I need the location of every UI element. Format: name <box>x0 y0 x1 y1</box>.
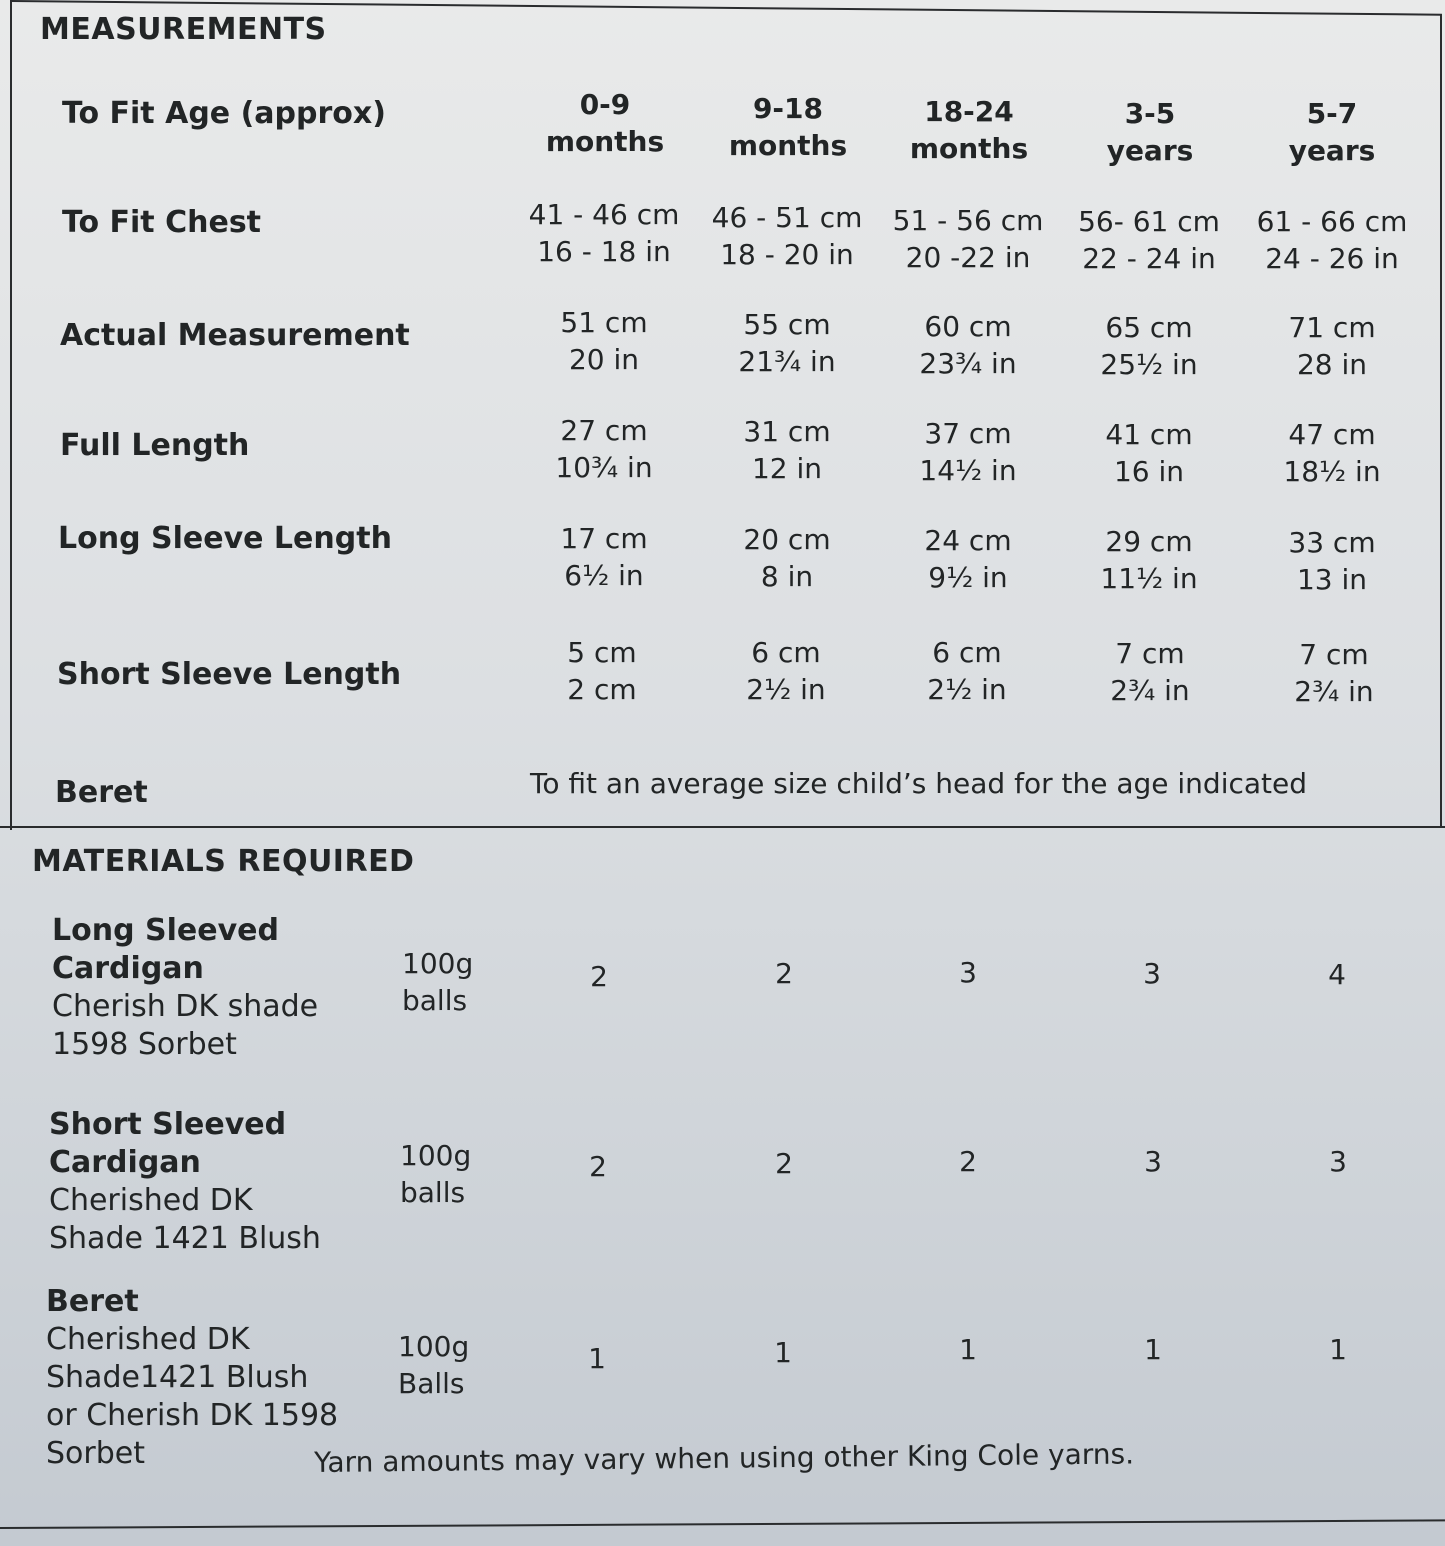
material-qty: 2 <box>590 960 608 993</box>
measurement-cell: 47 cm 18½ in <box>1283 418 1381 488</box>
row-label: Full Length <box>60 428 250 463</box>
measurement-cell: 60 cm 23¾ in <box>919 310 1017 380</box>
right-border <box>1440 14 1442 826</box>
measurement-cell: 56- 61 cm 22 - 24 in <box>1078 205 1220 275</box>
measurement-cell: 5 cm 2 cm <box>567 636 637 706</box>
section-divider <box>0 826 1445 828</box>
beret-measure-label: Beret <box>55 775 148 810</box>
measurement-cell: 46 - 51 cm 18 - 20 in <box>711 201 863 271</box>
measurement-cell: 37 cm 14½ in <box>919 417 1017 487</box>
measurement-cell: 33 cm 13 in <box>1288 526 1376 596</box>
material-qty: 1 <box>1144 1333 1162 1366</box>
materials-heading: MATERIALS REQUIRED <box>32 844 415 879</box>
measurement-cell: 65 cm 25½ in <box>1100 311 1198 381</box>
measurement-cell: 41 cm 16 in <box>1105 418 1193 488</box>
measurement-cell: 55 cm 21¾ in <box>738 308 836 378</box>
measurement-cell: 20 cm 8 in <box>743 523 831 593</box>
measurement-cell: 6 cm 2½ in <box>746 636 826 706</box>
measurement-cell: 61 - 66 cm 24 - 26 in <box>1256 205 1408 275</box>
measurement-cell: 27 cm 10¾ in <box>555 414 653 484</box>
measurement-cell: 6 cm 2½ in <box>927 636 1007 706</box>
material-name: Short Sleeved Cardigan Cherished DK Shade 1421 Blush <box>49 1107 321 1256</box>
row-label: Actual Measurement <box>60 318 410 353</box>
material-name: Beret Cherished DK Shade1421 Blush or Cherish DK 1598 Sorbet <box>46 1284 339 1471</box>
material-qty: 1 <box>588 1342 606 1375</box>
measurements-heading: MEASUREMENTS <box>40 12 327 47</box>
material-qty: 1 <box>959 1333 977 1366</box>
size-header: 5-7 years <box>1288 97 1376 167</box>
measurement-cell: 29 cm 11½ in <box>1100 525 1198 595</box>
row-label: Long Sleeve Length <box>58 521 392 556</box>
measurement-cell: 71 cm 28 in <box>1288 311 1376 381</box>
material-qty: 3 <box>1144 1145 1162 1178</box>
material-unit: 100g balls <box>400 1139 472 1209</box>
measurement-cell: 51 cm 20 in <box>560 306 648 376</box>
row-label: To Fit Chest <box>62 205 262 240</box>
row-label: Short Sleeve Length <box>57 657 402 692</box>
age-label: To Fit Age (approx) <box>62 96 386 131</box>
measurement-cell: 51 - 56 cm 20 -22 in <box>892 204 1044 274</box>
measurement-cell: 31 cm 12 in <box>743 415 831 485</box>
size-header: 3-5 years <box>1106 97 1194 167</box>
left-border <box>10 0 12 830</box>
material-qty: 4 <box>1328 958 1346 991</box>
measurement-cell: 7 cm 2¾ in <box>1294 638 1374 708</box>
material-qty: 3 <box>959 956 977 989</box>
material-qty: 2 <box>775 1147 793 1180</box>
material-qty: 2 <box>775 957 793 990</box>
bottom-border <box>0 1519 1445 1529</box>
material-unit: 100g balls <box>402 947 474 1017</box>
size-header: 0-9 months <box>545 88 665 158</box>
yarn-note: Yarn amounts may vary when using other King Cole yarns. <box>314 1437 1135 1479</box>
material-qty: 2 <box>959 1145 977 1178</box>
size-header: 9-18 months <box>728 92 848 162</box>
measurement-cell: 24 cm 9½ in <box>924 524 1012 594</box>
material-qty: 2 <box>589 1150 607 1183</box>
material-qty: 1 <box>1329 1333 1347 1366</box>
material-qty: 3 <box>1143 957 1161 990</box>
beret-measure-text: To fit an average size child’s head for the age indicated <box>530 767 1307 800</box>
size-header: 18-24 months <box>909 95 1029 165</box>
measurement-cell: 41 - 46 cm 16 - 18 in <box>528 198 680 268</box>
material-name: Long Sleeved Cardigan Cherish DK shade 1598 Sorbet <box>52 913 319 1062</box>
measurement-cell: 17 cm 6½ in <box>560 522 648 592</box>
material-unit: 100g Balls <box>398 1330 470 1400</box>
material-qty: 3 <box>1329 1145 1347 1178</box>
measurement-cell: 7 cm 2¾ in <box>1110 637 1190 707</box>
material-qty: 1 <box>774 1336 792 1369</box>
